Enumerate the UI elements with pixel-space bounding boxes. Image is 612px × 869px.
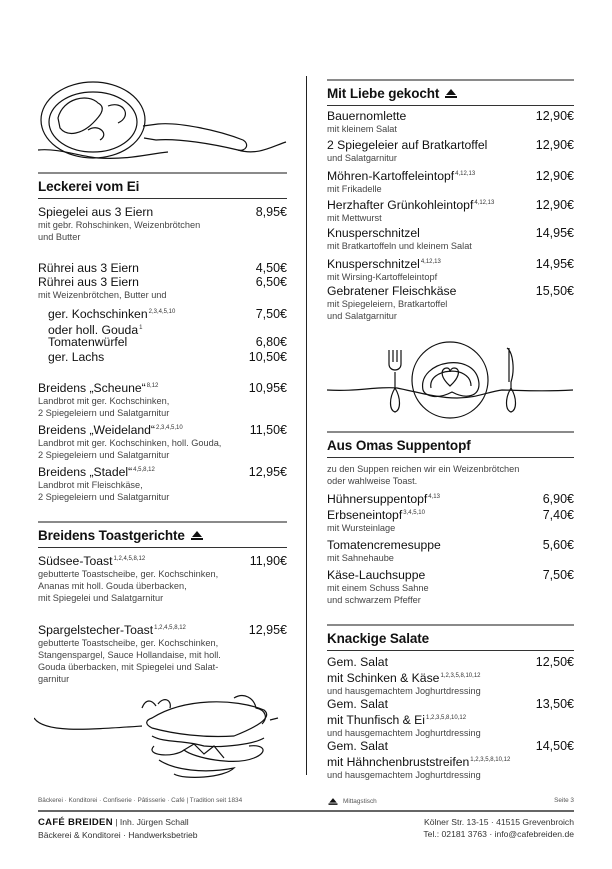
item-name: Rührei aus 3 Eiern (38, 261, 139, 275)
item-description: 2 Spiegeleiern und Salatgarnitur (38, 408, 170, 418)
item-name: mit Schinken & Käse (327, 671, 440, 685)
item-name: ger. Kochschinken (48, 307, 148, 321)
item-name: Bauernomlette (327, 109, 407, 123)
allergen-codes: 4,12,13 (474, 200, 495, 206)
item-price: 8,95€ (255, 205, 287, 219)
allergen-codes: 4,12,13 (420, 259, 441, 265)
allergen-codes: 1,2,3,5,8,10,12 (426, 715, 467, 721)
item-name: Spargelstecher-Toast (38, 623, 154, 637)
allergen-codes: 2,3,4,5,10 (148, 309, 176, 315)
item-description: mit kleinem Salat (327, 124, 397, 134)
item-description: Landbrot mit ger. Kochschinken, holl. Gouda, (38, 438, 222, 448)
item-price: 15,50€ (535, 284, 574, 298)
item-name: Südsee-Toast (38, 554, 113, 568)
item-description: mit einem Schuss Sahne (327, 583, 429, 593)
menu-item-option (38, 350, 287, 364)
menu-item (327, 255, 574, 283)
item-price: 6,80€ (255, 335, 287, 349)
menu-item (38, 552, 287, 604)
menu-item-option (38, 335, 287, 349)
plate-cutlery-illustration (327, 340, 574, 420)
menu-item (327, 739, 574, 781)
item-name: Gebratener Fleischkäse (327, 284, 457, 298)
item-name: Breidens „Scheune“ (38, 381, 146, 395)
item-description: mit Bratkartoffeln und kleinem Salat (327, 241, 472, 251)
menu-item (38, 379, 287, 419)
allergen-codes: 1,2,3,5,8,10,12 (440, 673, 481, 679)
item-description: Stangenspargel, Sauce Hollandaise, mit holl. (38, 650, 221, 660)
business-subtitle: Bäckerei & Konditorei · Handwerksbetrieb (38, 830, 198, 840)
allergen-codes: 4,5,8,12 (133, 467, 155, 473)
item-name: oder holl. Gouda (48, 323, 139, 337)
brand-name: CAFÉ BREIDEN (38, 817, 113, 828)
allergen-codes: 1,2,4,5,8,12 (113, 556, 146, 562)
item-price: 12,90€ (535, 198, 574, 212)
item-description: mit Spiegeleiern, Bratkartoffel (327, 299, 448, 309)
allergen-codes: 4,13 (428, 494, 440, 500)
item-description: mit Frikadelle (327, 184, 382, 194)
menu-item (327, 109, 574, 135)
item-description: und schwarzem Pfeffer (327, 595, 421, 605)
legend (327, 797, 377, 806)
item-description: garnitur (38, 674, 70, 684)
section-header-cooked (327, 79, 574, 106)
menu-item (327, 506, 574, 534)
item-description: 2 Spiegeleiern und Salatgarnitur (38, 450, 170, 460)
menu-item (327, 655, 574, 697)
item-name: Hühnersuppentopf (327, 492, 428, 506)
item-price: 14,95€ (535, 226, 574, 240)
item-description: und hausgemachtem Joghurtdressing (327, 686, 481, 696)
item-name: Knusperschnitzel (327, 257, 420, 271)
menu-item-option (38, 305, 287, 337)
menu-item (38, 463, 287, 503)
cloche-icon (329, 798, 338, 805)
section-header-soup (327, 431, 574, 458)
item-name: Gem. Salat (327, 697, 388, 711)
item-name: Rührei aus 3 Eiern (38, 275, 139, 289)
item-price: 7,50€ (255, 307, 287, 321)
item-name: Tomatenwürfel (48, 335, 128, 349)
section-intro: zu den Suppen reichen wir ein Weizenbrötchen (327, 464, 520, 474)
item-description: und Salatgarnitur (327, 153, 397, 163)
section-title: Mit Liebe gekocht (327, 86, 440, 101)
item-description: gebutterte Toastscheibe, ger. Kochschinken, (38, 569, 219, 579)
section-title: Aus Omas Suppentopf (327, 438, 471, 453)
section-intro: oder wahlweise Toast. (327, 476, 418, 486)
item-name: Herzhafter Grünkohleintopf (327, 198, 474, 212)
allergen-codes: 1,2,3,5,8,10,12 (470, 757, 511, 763)
item-name: mit Thunfisch & Ei (327, 713, 425, 727)
allergen-codes: 3,4,5,10 (403, 510, 425, 516)
menu-item (38, 421, 287, 461)
section-header-salads (327, 624, 574, 651)
menu-item (327, 490, 574, 506)
item-name: Spiegelei aus 3 Eiern (38, 205, 154, 219)
item-name: Tomatencremesuppe (327, 538, 441, 552)
allergen-codes: 2,3,4,5,10 (155, 425, 183, 431)
item-price: 12,50€ (535, 655, 574, 669)
item-description: mit gebr. Rohschinken, Weizenbrötchen (38, 220, 201, 230)
item-description: Landbrot mit Fleischkäse, (38, 480, 143, 490)
item-price: 11,90€ (249, 554, 287, 568)
item-description: mit Sahnehaube (327, 553, 394, 563)
tagline: Bäckerei · Konditorei · Confiserie · Pâtisserie · Café | Tradition seit 1834 (38, 797, 243, 804)
item-name: Gem. Salat (327, 655, 388, 669)
address: Kölner Str. 13-15 · 41515 Grevenbroich (423, 817, 574, 827)
item-name: Erbseneintopf (327, 508, 403, 522)
item-price: 6,50€ (255, 275, 287, 289)
item-description: und hausgemachtem Joghurtdressing (327, 728, 481, 738)
item-description: und Salatgarnitur (327, 311, 397, 321)
item-name: Gem. Salat (327, 739, 388, 753)
footer-divider (38, 810, 574, 812)
item-price: 14,50€ (535, 739, 574, 753)
item-price: 6,90€ (542, 492, 574, 506)
item-description: mit Weizenbrötchen, Butter und (38, 290, 167, 300)
menu-item (327, 226, 574, 252)
page-number: Seite 3 (554, 797, 574, 804)
owner: | Inh. Jürgen Schall (115, 817, 189, 827)
menu-item (327, 568, 574, 606)
menu-item (327, 196, 574, 224)
item-price: 7,40€ (542, 508, 574, 522)
item-description: Landbrot mit ger. Kochschinken, (38, 396, 170, 406)
section-title: Knackige Salate (327, 631, 430, 646)
item-price: 12,90€ (535, 138, 574, 152)
item-description: mit Spiegelei und Salatgarnitur (38, 593, 164, 603)
item-name: Käse-Lauchsuppe (327, 568, 426, 582)
soup-intro (327, 463, 574, 487)
allergen-codes: 4,12,13 (455, 171, 476, 177)
cloche-icon (191, 531, 203, 540)
section-header-toast (38, 521, 287, 548)
item-name: Breidens „Weideland“ (38, 423, 155, 437)
item-price: 12,95€ (248, 465, 287, 479)
column-divider (306, 76, 307, 775)
section-header-eggs (38, 172, 287, 199)
allergen-codes: 1,2,4,5,8,12 (154, 625, 186, 631)
item-name: Möhren-Kartoffeleintopf (327, 169, 455, 183)
menu-item (327, 697, 574, 739)
item-price: 10,50€ (248, 350, 287, 364)
item-price: 5,60€ (542, 538, 574, 552)
item-description: und Butter (38, 232, 81, 242)
item-name: 2 Spiegeleier auf Bratkartoffel (327, 138, 488, 152)
item-price: 12,90€ (535, 109, 574, 123)
menu-item (38, 205, 287, 243)
item-name: Breidens „Stadel“ (38, 465, 133, 479)
item-name: Knusperschnitzel (327, 226, 420, 240)
menu-item (327, 284, 574, 322)
section-title: Breidens Toastgerichte (38, 528, 185, 543)
footer-right (423, 816, 574, 840)
item-price: 12,90€ (535, 169, 574, 183)
item-description: Ananas mit holl. Gouda überbacken, (38, 581, 187, 591)
item-price: 14,95€ (535, 257, 574, 271)
menu-item (38, 621, 287, 685)
item-description: gebutterte Toastscheibe, ger. Kochschinken, (38, 638, 219, 648)
contact-info: Tel.: 02181 3763 · info@cafebreiden.de (423, 829, 574, 839)
menu-item (38, 261, 287, 275)
item-price: 7,50€ (542, 568, 574, 582)
allergen-codes: 1 (139, 325, 143, 331)
menu-item (327, 138, 574, 164)
menu-item (327, 538, 574, 564)
menu-item (327, 167, 574, 195)
item-price: 10,95€ (248, 381, 287, 395)
item-name: mit Hähnchenbruststreifen (327, 755, 470, 769)
menu-item (38, 275, 287, 301)
item-description: mit Wirsing-Kartoffeleintopf (327, 272, 438, 282)
allergen-codes: 8,12 (146, 383, 159, 389)
item-description: Gouda überbacken, mit Spiegelei und Salat- (38, 662, 219, 672)
item-price: 12,95€ (248, 623, 287, 637)
item-price: 11,50€ (249, 423, 287, 437)
legend-label: Mittagstisch (343, 798, 377, 805)
frying-pan-illustration (38, 78, 287, 164)
item-description: mit Wursteinlage (327, 523, 396, 533)
item-description: und hausgemachtem Joghurtdressing (327, 770, 481, 780)
item-price: 13,50€ (535, 697, 574, 711)
sandwich-illustration (34, 688, 294, 784)
cloche-icon (445, 89, 457, 98)
section-title: Leckerei vom Ei (38, 179, 140, 194)
item-description: 2 Spiegeleiern und Salatgarnitur (38, 492, 170, 502)
item-price: 4,50€ (255, 261, 287, 275)
footer-left (38, 816, 198, 841)
item-name: ger. Lachs (48, 350, 105, 364)
item-description: mit Mettwurst (327, 213, 382, 223)
